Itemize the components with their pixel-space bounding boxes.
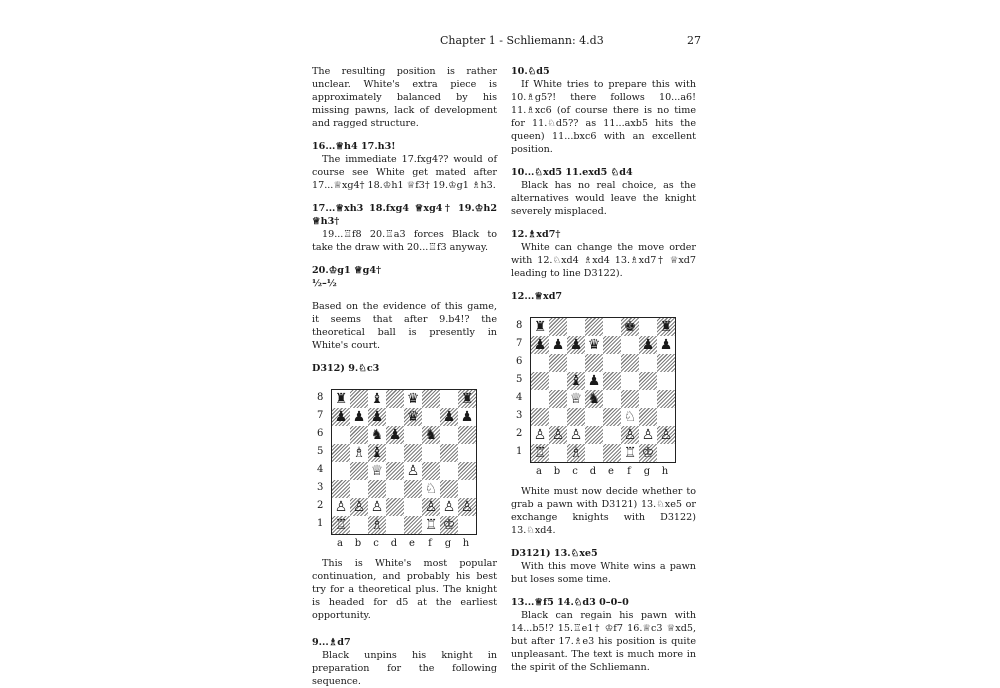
paragraph: Black can regain his pawn with 14...b5!? 15.♖e1† ♔f7 16.♕c3 ♕xd5, but after 17.♗e3 his position is quite unpleasant. The text is much more in the spirit of the Schliemann. <box>511 610 696 673</box>
square-g4 <box>440 462 458 480</box>
paragraph: Black unpins his knight in preparation for the following sequence. <box>312 650 497 687</box>
square-a3 <box>332 480 350 498</box>
paragraph: 19...♖f8 20.♖a3 forces Black to take the draw with 20...♖f3 anyway. <box>312 229 497 253</box>
square-g8 <box>440 390 458 408</box>
left-column <box>312 65 497 688</box>
square-c8 <box>567 318 585 336</box>
chess-piece: ♔ <box>641 445 655 461</box>
square-b2 <box>549 426 567 444</box>
square-a5 <box>332 444 350 462</box>
square-d3 <box>386 480 404 498</box>
square-d5 <box>585 372 603 390</box>
square-f3 <box>621 408 639 426</box>
game-result: ½–½ <box>312 278 337 289</box>
rank-labels: 8 7 6 5 4 3 2 1 <box>317 392 324 529</box>
square-b8 <box>549 318 567 336</box>
square-b7 <box>549 336 567 354</box>
chess-piece: ♟ <box>533 337 547 353</box>
chess-piece: ♙ <box>370 499 384 515</box>
chess-piece: ♜ <box>533 319 547 335</box>
square-f4 <box>621 390 639 408</box>
chess-piece: ♙ <box>406 463 420 479</box>
square-b6 <box>549 354 567 372</box>
square-g5 <box>440 444 458 462</box>
move-line: 12...♕xd7 <box>511 291 563 302</box>
chess-piece: ♟ <box>641 337 655 353</box>
square-c2 <box>567 426 585 444</box>
paragraph: Based on the evidence of this game, it seems that after 9.b4!? the theoretical ball is presently in White's court. <box>312 301 497 351</box>
chess-piece: ♝ <box>370 445 384 461</box>
square-f6 <box>422 426 440 444</box>
square-g5 <box>639 372 657 390</box>
square-b6 <box>350 426 368 444</box>
square-d2 <box>585 426 603 444</box>
chess-diagram-1 <box>312 385 497 557</box>
chess-piece: ♛ <box>587 337 601 353</box>
square-e3 <box>603 408 621 426</box>
chess-piece: ♛ <box>406 409 420 425</box>
chess-piece: ♟ <box>551 337 565 353</box>
chess-piece: ♞ <box>587 391 601 407</box>
square-e2 <box>603 426 621 444</box>
chess-piece: ♛ <box>406 391 420 407</box>
square-b2 <box>350 498 368 516</box>
chess-piece: ♟ <box>460 409 474 425</box>
square-h2 <box>657 426 675 444</box>
chess-piece: ♕ <box>370 463 384 479</box>
square-h5 <box>657 372 675 390</box>
square-a1 <box>531 444 549 462</box>
chess-piece: ♖ <box>533 445 547 461</box>
chess-piece: ♚ <box>623 319 637 335</box>
chess-piece: ♜ <box>460 391 474 407</box>
square-a6 <box>332 426 350 444</box>
square-d2 <box>386 498 404 516</box>
square-e5 <box>404 444 422 462</box>
square-a8 <box>531 318 549 336</box>
chess-piece: ♙ <box>659 427 673 443</box>
paragraph: White can change the move order with 12.♘xd4 ♗xd4 13.♗xd7† ♕xd7 leading to line D3122). <box>511 242 696 279</box>
chess-piece: ♙ <box>533 427 547 443</box>
square-h1 <box>657 444 675 462</box>
square-h7 <box>657 336 675 354</box>
square-g7 <box>440 408 458 426</box>
square-g2 <box>639 426 657 444</box>
square-b3 <box>350 480 368 498</box>
paragraph: With this move White wins a pawn but loses some time. <box>511 561 696 585</box>
square-h4 <box>458 462 476 480</box>
square-f2 <box>422 498 440 516</box>
file-labels: a b c d e f g h <box>536 466 669 477</box>
chess-piece: ♞ <box>424 427 438 443</box>
chess-piece: ♗ <box>370 517 384 533</box>
chess-board <box>530 317 676 463</box>
square-c5 <box>567 372 585 390</box>
chess-piece: ♙ <box>569 427 583 443</box>
chess-piece: ♙ <box>352 499 366 515</box>
square-e1 <box>603 444 621 462</box>
square-d6 <box>386 426 404 444</box>
square-g3 <box>639 408 657 426</box>
square-a7 <box>531 336 549 354</box>
chess-piece: ♗ <box>569 445 583 461</box>
square-e2 <box>404 498 422 516</box>
chess-piece: ♟ <box>569 337 583 353</box>
square-a3 <box>531 408 549 426</box>
square-f5 <box>621 372 639 390</box>
move-line: 16...♕h4 17.h3! <box>312 141 396 152</box>
square-g6 <box>639 354 657 372</box>
chess-piece: ♙ <box>460 499 474 515</box>
square-g1 <box>440 516 458 534</box>
page-number: 27 <box>687 34 701 47</box>
square-a1 <box>332 516 350 534</box>
square-g8 <box>639 318 657 336</box>
move-line: 12.♗xd7† <box>511 229 561 240</box>
chess-piece: ♘ <box>623 409 637 425</box>
square-e8 <box>404 390 422 408</box>
square-a7 <box>332 408 350 426</box>
chess-piece: ♜ <box>659 319 673 335</box>
square-g3 <box>440 480 458 498</box>
chess-piece: ♜ <box>334 391 348 407</box>
square-c7 <box>567 336 585 354</box>
square-c3 <box>368 480 386 498</box>
square-h8 <box>458 390 476 408</box>
square-d6 <box>585 354 603 372</box>
square-e4 <box>404 462 422 480</box>
chess-piece: ♖ <box>334 517 348 533</box>
square-b3 <box>549 408 567 426</box>
chess-board <box>331 389 477 535</box>
square-c3 <box>567 408 585 426</box>
square-a4 <box>531 390 549 408</box>
square-b5 <box>549 372 567 390</box>
chess-piece: ♕ <box>569 391 583 407</box>
square-f3 <box>422 480 440 498</box>
square-e7 <box>404 408 422 426</box>
square-d8 <box>585 318 603 336</box>
square-c1 <box>567 444 585 462</box>
square-b7 <box>350 408 368 426</box>
square-e1 <box>404 516 422 534</box>
chess-piece: ♙ <box>641 427 655 443</box>
square-e8 <box>603 318 621 336</box>
chess-piece: ♘ <box>424 481 438 497</box>
square-b8 <box>350 390 368 408</box>
paragraph: The immediate 17.fxg4?? would of course see White get mated after 17...♕xg4† 18.♔h1 ♕f3† 19.♔g1 ♗h3. <box>312 154 497 191</box>
paragraph: Black has no real choice, as the alternatives would leave the knight severely misplaced. <box>511 180 696 217</box>
square-g2 <box>440 498 458 516</box>
chess-piece: ♟ <box>352 409 366 425</box>
square-b4 <box>350 462 368 480</box>
square-c4 <box>368 462 386 480</box>
square-c5 <box>368 444 386 462</box>
chess-piece: ♖ <box>623 445 637 461</box>
square-a2 <box>531 426 549 444</box>
chess-piece: ♗ <box>352 445 366 461</box>
paragraph: The resulting position is rather unclear. White's extra piece is approximately balanced by his missing pawns, lack of development and ragged structure. <box>312 66 497 129</box>
square-d1 <box>386 516 404 534</box>
file-labels: a b c d e f g h <box>337 538 470 549</box>
section-heading: D312) 9.♘c3 <box>312 363 380 374</box>
square-b4 <box>549 390 567 408</box>
running-header: Chapter 1 - Schliemann: 4.d3 <box>440 34 604 47</box>
square-g4 <box>639 390 657 408</box>
square-e4 <box>603 390 621 408</box>
chess-piece: ♟ <box>334 409 348 425</box>
square-h3 <box>458 480 476 498</box>
chess-piece: ♟ <box>659 337 673 353</box>
square-f1 <box>621 444 639 462</box>
square-e7 <box>603 336 621 354</box>
square-d7 <box>585 336 603 354</box>
chess-piece: ♙ <box>623 427 637 443</box>
section-heading: D3121) 13.♘xe5 <box>511 548 598 559</box>
square-a2 <box>332 498 350 516</box>
square-c6 <box>567 354 585 372</box>
square-h4 <box>657 390 675 408</box>
square-f7 <box>422 408 440 426</box>
chess-piece: ♝ <box>370 391 384 407</box>
square-c2 <box>368 498 386 516</box>
square-a4 <box>332 462 350 480</box>
square-h6 <box>657 354 675 372</box>
square-c4 <box>567 390 585 408</box>
square-h6 <box>458 426 476 444</box>
move-line: 17...♕xh3 18.fxg4 ♕xg4† 19.♔h2 ♕h3† <box>312 203 497 227</box>
paragraph: This is White's most popular continuation, and probably his best try for a theoretical plus. The knight is headed for d5 at the earliest opportunity. <box>312 558 497 621</box>
square-b1 <box>350 516 368 534</box>
square-a5 <box>531 372 549 390</box>
move-line: 13...♕f5 14.♘d3 0–0–0 <box>511 597 629 608</box>
square-f8 <box>621 318 639 336</box>
square-f2 <box>621 426 639 444</box>
rank-labels: 8 7 6 5 4 3 2 1 <box>516 320 523 457</box>
chess-piece: ♙ <box>551 427 565 443</box>
right-column <box>511 65 696 674</box>
square-a6 <box>531 354 549 372</box>
square-f1 <box>422 516 440 534</box>
square-h5 <box>458 444 476 462</box>
square-e5 <box>603 372 621 390</box>
square-d8 <box>386 390 404 408</box>
move-line: 9...♗d7 <box>312 637 351 648</box>
square-f8 <box>422 390 440 408</box>
chess-piece: ♙ <box>442 499 456 515</box>
square-d7 <box>386 408 404 426</box>
square-h2 <box>458 498 476 516</box>
square-d3 <box>585 408 603 426</box>
square-c6 <box>368 426 386 444</box>
square-c8 <box>368 390 386 408</box>
paragraph: If White tries to prepare this with 10.♗g5?! there follows 10...a6! 11.♗xc6 (of course there is no time for 11.♘d5?? as 11...axb5 hits the queen) 11...bxc6 with an excellent position. <box>511 79 696 155</box>
square-d1 <box>585 444 603 462</box>
chess-piece: ♖ <box>424 517 438 533</box>
square-e6 <box>404 426 422 444</box>
square-d4 <box>585 390 603 408</box>
square-h1 <box>458 516 476 534</box>
square-h8 <box>657 318 675 336</box>
chess-piece: ♟ <box>370 409 384 425</box>
chess-piece: ♝ <box>569 373 583 389</box>
square-g6 <box>440 426 458 444</box>
chess-piece: ♙ <box>334 499 348 515</box>
move-line: 10.♘d5 <box>511 66 550 77</box>
chess-piece: ♞ <box>370 427 384 443</box>
square-a8 <box>332 390 350 408</box>
square-c1 <box>368 516 386 534</box>
move-line: 20.♔g1 ♕g4† <box>312 265 382 276</box>
paragraph: White must now decide whether to grab a pawn with D3121) 13.♘xe5 or exchange knights with D3122) 13.♘xd4. <box>511 486 696 536</box>
square-b1 <box>549 444 567 462</box>
square-g7 <box>639 336 657 354</box>
square-f4 <box>422 462 440 480</box>
square-d4 <box>386 462 404 480</box>
square-g1 <box>639 444 657 462</box>
square-d5 <box>386 444 404 462</box>
square-f6 <box>621 354 639 372</box>
square-e6 <box>603 354 621 372</box>
square-b5 <box>350 444 368 462</box>
square-e3 <box>404 480 422 498</box>
chess-piece: ♟ <box>388 427 402 443</box>
chess-piece: ♔ <box>442 517 456 533</box>
square-f7 <box>621 336 639 354</box>
chess-piece: ♙ <box>424 499 438 515</box>
square-c7 <box>368 408 386 426</box>
square-h3 <box>657 408 675 426</box>
square-f5 <box>422 444 440 462</box>
move-line: 10...♘xd5 11.exd5 ♘d4 <box>511 167 633 178</box>
chess-piece: ♟ <box>442 409 456 425</box>
square-h7 <box>458 408 476 426</box>
chess-piece: ♟ <box>587 373 601 389</box>
chess-diagram-2 <box>511 313 696 485</box>
